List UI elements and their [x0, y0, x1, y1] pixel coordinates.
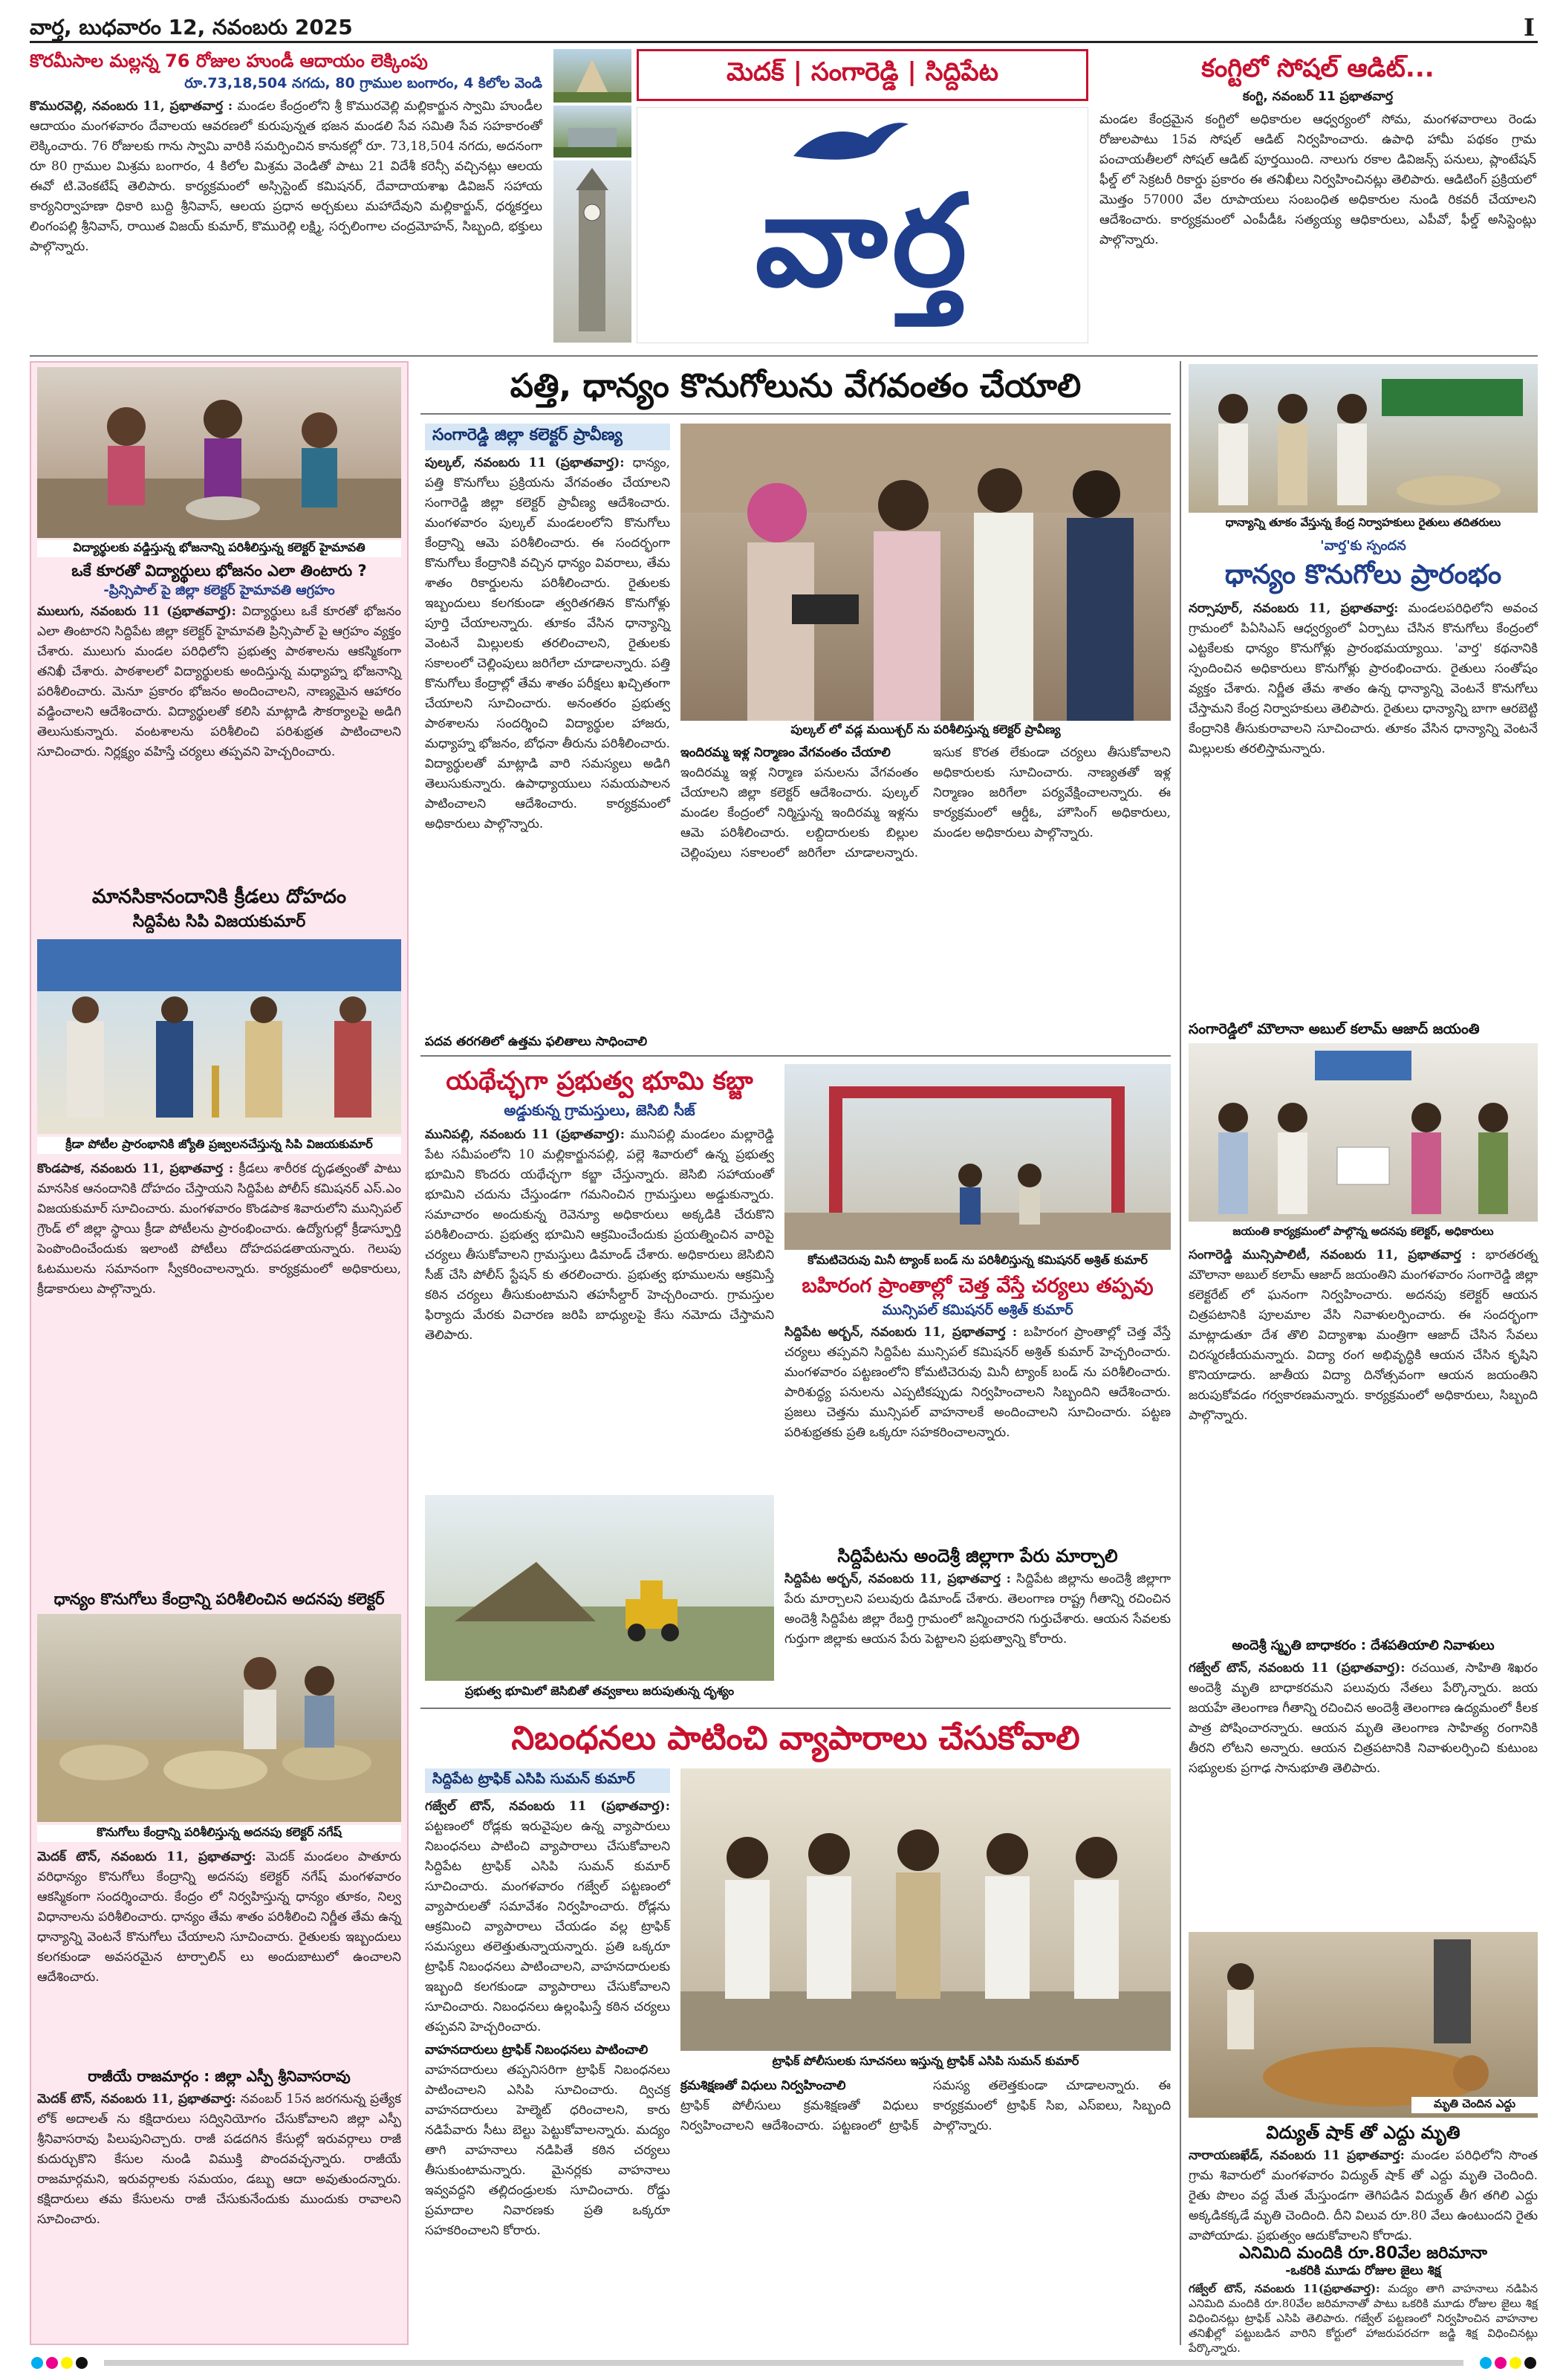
lunch-dateline: ములుగు, నవంబరు 11 (ప్రభాతవార్త): — [37, 604, 236, 619]
sports-body — [37, 1159, 401, 1575]
social-audit-headline: కంగ్టిలో సోషల్ ఆడిట్... — [1201, 53, 1434, 83]
dead-ox-photo — [1189, 1932, 1538, 2118]
ox-death-dateline: నారాయణఖేడ్, నవంబరు 11 ప్రభాతవార్త: — [1189, 2148, 1405, 2163]
traffic-police-graphic — [680, 1768, 1171, 2051]
traffic-police-photo — [680, 1768, 1171, 2051]
lok-adalat-text: నవంబర్ 15న జరగనున్న ప్రత్యేక లోక్ అదాలత్ ను కక్షిదారులు సద్వినియోగం చేసుకోవాలని జిల్లా ఎస్పీ శ్రీనివాసరావు పిలుపునిచ్చారు. రాజీ పడదగిన కేసుల్లో ఇరువర్గాలు రాజీ కుదుర్చుకొని కేసుల నుండి విముక్తి పొందవచ్చన్నారు. రాజీయే రాజమార్గమని, ఇరువర్గాలకు సమయం, డబ్బు ఆదా అవుతుందన్నారు. కక్షిదారులు తమ కేసులను రాజీ చేసుకునేందుకు ముందుకు రావాలని సూచించారు. — [37, 2092, 402, 2227]
land-grab-text: మునిపల్లి మండలం మల్లారెడ్డి పేట సమీపంలోని 10 మల్లికార్జునపల్లి, పల్లె శివారులో ఉన్న ప్రభుత్వ భూమిని కొందరు యథేచ్ఛగా కబ్జా చేస్తున్నారు. జెసిబి సహాయంతో భూమిని చదును చేస్తుండగా గమనించిన గ్రామస్తులు అడ్డుకున్నారు. సమాచారం అందుకున్న రెవెన్యూ అధికారులు అక్కడికి చేరుకొని పరిశీలించారు. ప్రభుత్వ భూమిని ఆక్రమించేందుకు ప్రయత్నించిన వారిపై చర్యలు తీసుకోవాలని గ్రామస్తులు డిమాండ్ చేశారు. అధికారులు జెసిబిని సీజ్ చేసి పోలీస్ స్టేషన్ కు తరలించారు. ప్రభుత్వ భూములను ఆక్రమిస్తే కఠిన చర్యలు తీసుకుంటామని తహసీల్దార్ హెచ్చరించారు. గ్రామస్తుల ఫిర్యాదు మేరకు విచారణ జరిపి బాధ్యులపై కేసు నమోదు చేస్తామని తెలిపారు. — [425, 1127, 774, 1343]
fine-body — [1189, 2281, 1538, 2355]
lunch-headline: ఒకే కూరతో విద్యార్థులు భోజనం ఎలా తింటారు ? — [71, 562, 367, 580]
tank-bund-graphic — [784, 1064, 1171, 1250]
social-audit-body: మండల కేంద్రమైన కంగ్టిలో అధికారుల ఆధ్వర్యంలో సోమ, మంగళవారాలు రెండు రోజులపాటు 15వ సోషల్ ఆడిట్ నిర్వహించారు. ఉపాధి హామీ పథకం గ్రామ పంచాయతీలలో సోషల్ ఆడిట్ పూర్తయింది. నాలుగు రకాల డివిజన్స్ పనులు, ప్లాంటేషన్ ఫీల్డ్ లో సెక్రటరీ రికార్డు ప్రకారం ఈ తనిఖీలు నిర్వహించినట్లు తెలిపారు. ఆడిటింగ్ ప్రక్రియలో మొత్తం 57000 వేల రూపాయలు సంబంధిత అధికారుల నుండి రికవరీ చేయాలని ఆదేశించారు. కార్యక్రమంలో ఎంపీడీఓ సత్యయ్య ఆధికారులు, ఎపీవో, ఫీల్డ్ అసిస్టెంట్లు పాల్గొన్నారు. — [1099, 112, 1536, 247]
traffic-subhead-2: క్రమశిక్షణతో విధులు నిర్వహించాలి — [680, 2078, 846, 2093]
andesri-district-dateline: సిద్దిపేట అర్బన్, నవంబరు 11, ప్రభాతవార్త : — [784, 1572, 1011, 1586]
garbage-dateline: సిద్దిపేట అర్బన్, నవంబరు 11, ప్రభాతవార్త : — [784, 1325, 1018, 1340]
azad-jayanti-graphic — [1189, 1043, 1538, 1222]
ox-death-headline: విద్యుత్ షాక్ తో ఎద్దు మృతి — [1266, 2122, 1460, 2143]
sports-dateline: కొండపాక, నవంబరు 11, ప్రభాతవార్త : — [37, 1161, 234, 1176]
garbage-subhead: మున్సిపల్ కమిషనర్ అశ్రిత్ కుమార్ — [882, 1302, 1073, 1318]
lunch-subhead: -ప్రిన్సిపాల్ పై జిల్లా కలెక్టర్ హైమావతి ఆగ్రహం — [103, 583, 335, 598]
center-top-divider — [420, 1055, 1171, 1057]
paddy-centre-caption: కొనుగోలు కేంద్రాన్ని పరిశీలిస్తున్న అదనపు కలెక్టర్ నగేష్ — [37, 1825, 401, 1842]
tank-bund-caption: కోమటిచెరువు మినీ ట్యాంక్ బండ్ ను పరిశీలిస్తున్న కమిషనర్ అశ్రిత్ కుమార్ — [784, 1253, 1171, 1270]
lunch-body — [37, 602, 401, 869]
clock-tower-graphic — [553, 160, 631, 343]
jcb-photo — [425, 1495, 774, 1681]
sports-caption: క్రీడా పోటీల ప్రారంభానికి జ్యోతి ప్రజ్వలనచేస్తున్న సిపి విజయకుమార్ — [37, 1137, 401, 1154]
traffic-body — [425, 1797, 670, 2339]
procurement-text: ధాన్యం, పత్తి కొనుగోలు ప్రక్రియను వేగవంతం చేయాలని సంగారెడ్డి జిల్లా కలెక్టర్ ప్రావీణ్య ఆదేశించారు. మంగళవారం పుల్కల్ మండలంలోని కొనుగోలు కేంద్రాన్ని ఆమె పరిశీలించారు. ఈ సందర్భంగా కొనుగోలు కేంద్రానికి వచ్చిన ధాన్యం వివరాలు, తేమ శాతం రికార్డులను పరిశీలించారు. రైతులకు ఇబ్బందులు కలగకుండా త్వరితగతిన కొనుగోళ్లు పూర్తి చేయాలన్నారు. తూకం వేసిన ధాన్యాన్ని వెంటనే మిల్లులకు తరలించాలని, రైతులకు సకాలంలో చెల్లింపులు జరిగేలా చూడాలన్నారు. పత్తి కొనుగోలు కేంద్రాల్లో తేమ శాతం పరీక్షలు ఖచ్చితంగా చేయాలని సూచించారు. అనంతరం ప్రభుత్వ పాఠశాలను సందర్శించి విద్యార్థుల హాజరు, మధ్యాహ్న భోజనం, బోధనా తీరును పరిశీలించారు. విద్యార్థులతో మాట్లాడి వారి సమస్యలు అడిగి తెలుసుకున్నారు. ఉపాధ్యాయులు సమయపాలన పాటించాలని ఆదేశించారు. కార్యక్రమంలో అధికారులు పాల్గొన్నారు. — [425, 455, 670, 831]
paddy-visit-headline: ధాన్యం కొనుగోలు కేంద్రాన్ని పరిశీలించిన అదనపు కలెక్టర్ — [53, 1590, 385, 1608]
sports-lamp-photo — [37, 939, 401, 1134]
traffic-text-2: వాహనదారులు తప్పనిసరిగా ట్రాఫిక్ నిబంధనలు పాటించాలని ఎసిపి సూచించారు. ద్విచక్ర వాహనదారులు హెల్మెట్ ధరించాలని, కారు నడిపేవారు సీటు బెల్టు పెట్టుకోవాలన్నారు. మద్యం తాగి వాహనాలు నడిపితే కఠిన చర్యలు తీసుకుంటామన్నారు. మైనర్లకు వాహనాలు ఇవ్వవద్దని తల్లిదండ్రులకు సూచించారు. రోడ్డు ప్రమాదాల నివారణకు ప్రతి ఒక్కరూ సహకరించాలని కోరారు. — [425, 2063, 670, 2238]
clock-tower-photo — [553, 160, 631, 343]
lunch-text: విద్యార్థులు ఒకే కూరతో భోజనం ఎలా తింటారని సిద్దిపేట జిల్లా కలెక్టర్ హైమావతి ప్రిన్సిపాల్ పై ఆగ్రహం వ్యక్తం చేశారు. ములుగు మండల పరిధిలోని ప్రభుత్వ పాఠశాలను ఆకస్మికంగా తనిఖీ చేశారు. పాఠశాలలో విద్యార్థులకు అందిస్తున్న మధ్యాహ్న భోజనాన్ని పరిశీలించారు. మెనూ ప్రకారం భోజనం అందించాలని, నాణ్యమైన ఆహారం వడ్డించాలని ఆదేశించారు. విద్యార్థులతో కలిసి మాట్లాడి సౌకర్యాలపై అడిగి తెలుసుకున్నారు. వంటశాలను పరిశీలించి పరిశుభ్రత పాటించాలని సూచించారు. నిర్లక్ష్యం వహిస్తే చర్యలు తప్పవని హెచ్చరించారు. — [37, 604, 401, 759]
azad-jayanti-text: భారతరత్న మౌలానా అబుల్ కలామ్ ఆజాద్ జయంతిని మంగళవారం సంగారెడ్డి జిల్లా కలెక్టరేట్ లో ఘనంగా నిర్వహించారు. అదనపు కలెక్టర్ ఆయన చిత్రపటానికి పూలమాల వేసి నివాళులర్పించారు. ఈ సందర్భంగా మాట్లాడుతూ దేశ తొలి విద్యాశాఖ మంత్రిగా ఆజాద్ చేసిన సేవలు చిరస్మరణీయమన్నారు. విద్యా రంగ అభివృద్ధికి ఆయన చేసిన కృషిని కొనియాడారు. జాతీయ విద్యా దినోత్సవంగా ఆయన జయంతిని జరుపుకోవడం గర్వకారణమన్నారు. కార్యక్రమంలో అధికారులు, సిబ్బంది పాల్గొన్నారు. — [1189, 1248, 1538, 1423]
procurement-body — [425, 453, 670, 1033]
collector-inspection-photo — [680, 424, 1171, 721]
traffic-byline: సిద్దిపేట ట్రాఫిక్ ఎసిపి సుమన్ కుమార్ — [425, 1768, 670, 1793]
lok-adalat-body — [37, 2089, 401, 2339]
paddy-centre-photo — [37, 1614, 401, 1822]
garbage-text: బహిరంగ ప్రాంతాల్లో చెత్త వేస్తే చర్యలు తప్పవని సిద్దిపేట మున్సిపల్ కమిషనర్ అశ్రిత్ కుమార్ హెచ్చరించారు. మంగళవారం పట్టణంలోని కోమటిచెరువు మినీ ట్యాంక్ బండ్ ను పరిశీలించారు. పారిశుద్ధ్య పనులను ఎప్పటికప్పుడు నిర్వహించాలని సిబ్బందిని ఆదేశించారు. ప్రజలు చెత్తను మున్సిపల్ వాహనాలకే అందించాలని సూచించారు. పట్టణ పరిశుభ్రతకు ప్రతి ఒక్కరూ సహకరించాలన్నారు. — [784, 1325, 1171, 1440]
garbage-headline: బహిరంగ ప్రాంతాల్లో చెత్త వేస్తే చర్యలు తప్పవు — [802, 1274, 1154, 1297]
edition-band-text: మెదక్ | సంగారెడ్డి | సిద్దిపేట — [727, 57, 998, 87]
azad-jayanti-body — [1189, 1245, 1538, 1632]
page-header — [30, 13, 1538, 43]
procurement-subhead-a: పదవ తరగతిలో ఉత్తమ ఫలితాలు సాధించాలి — [425, 1034, 648, 1049]
paddy-centre-text: మెదక్ మండలం పాతూరు వరిధాన్యం కొనుగోలు కేంద్రాన్ని అదనపు కలెక్టర్ నగేష్ మంగళవారం ఆకస్మికంగా సందర్శించారు. కేంద్రం లో నిర్వహిస్తున్న ధాన్యం తూకం, నిల్వ విధానాలను పరిశీలించారు. ధాన్యం తేమ శాతం పరిశీలించి నిర్ణీత తేమ ఉన్న ధాన్యాన్ని వెంటనే కొనుగోలు చేయాలని సూచించారు. రైతులకు ఇబ్బందులు కలగకుండా అవసరమైన టార్పాలిన్ లు అందుబాటులో ఉంచాలని ఆదేశించారు. — [37, 1849, 402, 1985]
right-column-divider — [1180, 361, 1181, 2345]
sports-subhead: సిద్దిపేట సిపి విజయకుమార్ — [132, 912, 306, 931]
paddy-centre-graphic — [37, 1614, 401, 1822]
azad-jayanti-photo — [1189, 1043, 1538, 1222]
paddy-weighing-caption: ధాన్యాన్ని తూకం వేస్తున్న కేంద్ర నిర్వాహకులు రైతులు తదితరులు — [1189, 516, 1538, 532]
paddy-weighing-graphic — [1189, 364, 1538, 513]
footer-registration-bar — [30, 2354, 1538, 2372]
jcb-graphic — [425, 1495, 774, 1681]
temple-photo-2-graphic — [553, 106, 631, 158]
page-number: I — [1524, 13, 1535, 42]
dead-ox-caption: మృతి చెందిన ఎద్దు — [1411, 2097, 1538, 2113]
response-tag: 'వార్త'కు స్పందన — [1320, 538, 1406, 554]
traffic-text-3: ట్రాఫిక్ పోలీసులు క్రమశిక్షణతో విధులు నిర్వహించాలని ఆదేశించారు. పట్టణంలో ట్రాఫిక్ సమస్య తలెత్తకుండా చూడాలన్నారు. ఈ కార్యక్రమంలో ట్రాఫిక్ సిఐ, ఎస్ఐలు, సిబ్బంది పాల్గొన్నారు. — [680, 2078, 1171, 2133]
andesri-tribute-body — [1189, 1658, 1538, 1926]
temple-photo-1 — [553, 49, 631, 103]
jcb-caption: ప్రభుత్వ భూమిలో జెసిబితో తవ్వకాలు జరుపుతున్న దృశ్యం — [425, 1684, 774, 1701]
procurement-headline-rule — [420, 413, 1171, 415]
land-grab-headline: యథేచ్ఛగా ప్రభుత్వ భూమి కబ్జా — [446, 1066, 753, 1096]
ox-death-body — [1189, 2146, 1538, 2243]
sports-lamp-graphic — [37, 939, 401, 1134]
procurement-start-dateline: నర్సాపూర్, నవంబరు 11, ప్రభాతవార్త: — [1189, 601, 1399, 616]
collector-inspection-graphic — [680, 424, 1171, 721]
procurement-byline: సంగారెడ్డి జిల్లా కలెక్టర్ ప్రావీణ్య — [425, 424, 670, 450]
fine-subhead: -ఒకరికి మూడు రోజుల జైలు శిక్ష — [1285, 2263, 1441, 2278]
collector-inspection-caption: పుల్కల్ లో వడ్ల మయిశ్చర్ ను పరిశీలిస్తున్న కలెక్టర్ ప్రావీణ్య — [680, 722, 1171, 739]
land-grab-subhead: అడ్డుకున్న గ్రామస్తులు, జెసిబి సీజ్ — [504, 1101, 695, 1119]
sports-headline: మానసికానందానికి క్రీడలు దోహదం — [91, 886, 347, 908]
social-audit-story — [1099, 52, 1536, 349]
procurement-start-body — [1189, 599, 1538, 1015]
traffic-police-caption: ట్రాఫిక్ పోలీసులకు సూచనలు ఇస్తున్న ట్రాఫిక్ ఎసిపి సుమన్ కుమార్ — [680, 2054, 1171, 2071]
hundi-body — [30, 97, 542, 342]
procurement-start-headline: ధాన్యం కొనుగోలు ప్రారంభం — [1224, 560, 1502, 590]
paddy-centre-body — [37, 1847, 401, 2063]
edition-band — [637, 49, 1088, 101]
procurement-headline: పత్తి, ధాన్యం కొనుగోలును వేగవంతం చేయాలి — [510, 367, 1082, 405]
azad-jayanti-caption: జయంతి కార్యక్రమంలో పాల్గొన్న అదనపు కలెక్టర్, అధికారులు — [1189, 1225, 1538, 1241]
hundi-headline: కొరమీసాల మల్లన్న 76 రోజుల హుండీ ఆదాయం లెక్కింపు — [30, 51, 428, 71]
procurement-start-text: మండలపరిధిలోని అవంచ గ్రామంలో పిఏసిఎస్ ఆధ్వర్యంలో ఏర్పాటు చేసిన కొనుగోలు కేంద్రంలో ఎట్టకేలకు ధాన్యం కొనుగోళ్లు ప్రారంభమయ్యాయి. 'వార్త' కథనానికి స్పందించిన అధికారులు కొనుగోళ్లు ప్రారంభించారు. రైతులు సంతోషం వ్యక్తం చేశారు. నిర్ణీత తేమ శాతం ఉన్న ధాన్యాన్ని వెంటనే కొనుగోలు చేస్తామని కేంద్ర నిర్వాహకులు తెలిపారు. రైతులు ధాన్యాన్ని బాగా ఆరబెట్టి కేంద్రానికి తీసుకురావాలని సూచించారు. తూకం వేసిన ధాన్యాన్ని వెంటనే మిల్లులకు తరలిస్తామన్నారు. — [1189, 601, 1538, 756]
traffic-subhead: వాహనదారులు ట్రాఫిక్ నిబంధనలు పాటించాలి — [425, 2043, 649, 2058]
hundi-text: మండల కేంద్రంలోని శ్రీ కొమురవెల్లి మల్లికార్జున స్వామి హుండీల ఆదాయం మంగళవారం దేవాలయ ఆవరణలో కురుపున్నత భజన మండలి సేవ సమితి సేవ సహకారంతో లెక్కించారు. 76 రోజులకు గాను స్వామి వారికి సమర్పించిన కానుకల్లో రూ. 73,18,504 నగదు, అదనంగా రూ 80 గ్రాముల మిశ్రమ బంగారం, 4 కిలోల మిశ్రమ వెండితో పాటు 21 విదేశీ కరెన్సీ వచ్చినట్లు ఆలయ ఈవో టి.వెంకటేష్ తెలిపారు. కార్యక్రమంలో అస్సిస్టెంట్ కమిషనర్, దేవాదాయశాఖ డివిజన్ సహాయ కార్యనిర్వాహణా ధికారి బుద్ది శ్రీనివాస్, ఆలయ ప్రధాన అర్చకులు మహాదేవుని మల్లికార్జున్, ధర్మకర్తలు లింగంపల్లి శ్రీనివాస్, రాయిత విజయ్ కుమార్, కొమురెల్లి లక్ష్మి, సర్పలింగాల చంద్రమోహన్, సిబ్బంది, భక్తులు పాల్గొన్నారు. — [30, 99, 542, 254]
sports-text: క్రీడలు శారీరక దృఢత్వంతో పాటు మానసిక ఆనందానికి దోహదం చేస్తాయని సిద్దిపేట పోలీస్ కమిషనర్ ఎస్.ఎం విజయకుమార్ సూచించారు. మంగళవారం కొండపాక శివారులోని మున్సిపల్ గ్రౌండ్ లో జిల్లా స్థాయి క్రీడా పోటీలను ప్రారంభించారు. ఉద్యోగుల్లో క్రీడాస్ఫూర్తి పెంపొందించేందుకు ఇలాంటి పోటీలు దోహదపడతాయన్నారు. గెలుపు ఓటములను సమానంగా స్వీకరించాలన్నారు. కార్యక్రమంలో అధికారులు, క్రీడాకారులు పాల్గొన్నారు. — [37, 1161, 401, 1297]
azad-jayanti-dateline: సంగారెడ్డి మున్సిపాలిటీ, నవంబరు 11, ప్రభాతవార్త : — [1189, 1248, 1476, 1262]
procurement-subhead-b: ఇందిరమ్మ ఇళ్ల నిర్మాణం వేగవంతం చేయాలి — [680, 745, 891, 760]
masthead-logo-block — [553, 49, 1088, 346]
lok-adalat-dateline: మెదక్ టౌన్, నవంబరు 11, ప్రభాతవార్త: — [37, 2092, 236, 2107]
fine-dateline: గజ్వేల్ టౌన్, నవంబరు 11(ప్రభాతవార్త): — [1189, 2282, 1380, 2295]
logo-area — [637, 107, 1088, 343]
andesri-district-text: సిద్దిపేట జిల్లాను అందెశ్రీ జిల్లాగా పేరు మార్చాలని పలువురు డిమాండ్ చేశారు. తెలంగాణ రాష్ట్ర గీతాన్ని రచించిన అందెశ్రీ సిద్దిపేట జిల్లా రేబర్తి గ్రామంలో జన్మించారని గుర్తుచేశారు. ఆయన సేవలకు గుర్తుగా జిల్లాకు ఆయన పేరు పెట్టాలని ప్రభుత్వాన్ని కోరారు. — [784, 1572, 1172, 1647]
paddy-weighing-photo — [1189, 364, 1538, 513]
school-lunch-graphic — [37, 367, 401, 538]
procurement-text-b: ఇందిరమ్మ ఇళ్ల నిర్మాణ పనులను వేగవంతం చేయాలని జిల్లా కలెక్టర్ ఆదేశించారు. పుల్కల్ మండల కేంద్రంలో నిర్మిస్తున్న ఇందిరమ్మ ఇళ్లను ఆమె పరిశీలించారు. లబ్దిదారులకు బిల్లుల చెల్లింపులు సకాలంలో జరిగేలా చూడాలన్నారు. ఇసుక కొరత లేకుండా చర్యలు తీసుకోవాలని అధికారులకు సూచించారు. నాణ్యతతో ఇళ్ల నిర్మాణం జరిగేలా పర్యవేక్షించాలన్నారు. ఈ కార్యక్రమంలో ఆర్డీఓ, హౌసింగ్ అధికారులు, మండల అధికారులు పాల్గొన్నారు. — [680, 745, 1171, 860]
header-dateline: వార్త, బుధవారం 12, నవంబరు 2025 — [30, 15, 353, 39]
social-audit-dateline: కంగ్టి, నవంబర్ 11 ప్రభాతవార్త — [1242, 89, 1394, 104]
land-grab-body — [425, 1125, 774, 1489]
masthead-divider — [30, 355, 1538, 357]
land-grab-dateline: మునిపల్లి, నవంబరు 11 (ప్రభాతవార్త): — [425, 1127, 625, 1142]
hundi-dateline: కొమురవెల్లి, నవంబరు 11, ప్రభాతవార్త : — [30, 99, 233, 114]
traffic-headline: నిబంధనలు పాటించి వ్యాపారాలు చేసుకోవాలి — [511, 1719, 1080, 1757]
dead-ox-graphic — [1189, 1932, 1538, 2118]
traffic-body-3 — [680, 2076, 1171, 2339]
center-mid-divider — [420, 1708, 1171, 1709]
school-lunch-caption: విద్యార్థులకు వడ్డిస్తున్న భోజనాన్ని పరిశీలిస్తున్న కలెక్టర్ హైమావతి — [37, 540, 401, 557]
tank-bund-photo — [784, 1064, 1171, 1250]
garbage-body — [784, 1323, 1171, 1538]
traffic-dateline: గజ్వేల్ టౌన్, నవంబరు 11 (ప్రభాతవార్త): — [425, 1799, 670, 1814]
temple-photo-2 — [553, 106, 631, 158]
andesri-tribute-text: రచయిత, సాహితి శిఖరం అందెశ్రీ మృతి బాధాకరమని పలువురు నేతలు పేర్కొన్నారు. జయ జయహే తెలంగాణ గీతాన్ని రచించిన అందెశ్రీ తెలంగాణ ఉద్యమంలో కీలక పాత్ర పోషించారన్నారు. ఆయన మృతి తెలంగాణ సాహిత్య రంగానికి తీరని లోటని అన్నారు. ఆయన చిత్రపటానికి నివాళులర్పించి కుటుంబ సభ్యులకు ప్రగాఢ సానుభూతి తెలిపారు. — [1189, 1661, 1538, 1776]
school-lunch-photo — [37, 367, 401, 538]
andesri-tribute-headline: అందెశ్రీ స్మృతి బాధాకరం : దేశపతియాలి నివాళులు — [1232, 1638, 1495, 1653]
andesri-tribute-dateline: గజ్వేల్ టౌన్, నవంబరు 11 (ప్రభాతవార్త): — [1189, 1661, 1406, 1676]
traffic-text: పట్టణంలో రోడ్లకు ఇరువైపుల ఉన్న వ్యాపారులు నిబంధనలు పాటించి వ్యాపారాలు చేసుకోవాలని సిద్దిపేట ట్రాఫిక్ ఎసిపి సుమన్ కుమార్ సూచించారు. మంగళవారం గజ్వేల్ పట్టణంలో వ్యాపారులతో సమావేశం నిర్వహించారు. రోడ్లను ఆక్రమించి వ్యాపారాలు చేయడం వల్ల ట్రాఫిక్ సమస్యలు తలెత్తుతున్నాయన్నారు. ప్రతి ఒక్కరూ ట్రాఫిక్ నిబంధనలు పాటించాలని, వాహనదారులకు ఇబ్బంది కలగకుండా వ్యాపారాలు చేసుకోవాలని సూచించారు. నిబంధనలు ఉల్లంఘిస్తే కఠిన చర్యలు తప్పవని హెచ్చరించారు. — [425, 1819, 670, 2034]
logo-wordmark: వార్త — [755, 168, 972, 315]
andesri-district-body — [784, 1569, 1171, 1702]
fine-text: మద్యం తాగి వాహనాలు నడిపిన ఎనిమిది మందికి రూ.80వేల జరిమానాతో పాటు ఒకరికి మూడు రోజుల జైలు శిక్ష విధించినట్లు ట్రాఫిక్ ఎసిపి తెలిపారు. గజ్వేల్ పట్టణంలో నిర్వహించిన వాహనాల తనిఖీల్లో పట్టుబడిన వారిని కోర్టులో హాజరుపరచగా జడ్జి శిక్ష విధించినట్లు పేర్కొన్నారు. — [1189, 2282, 1538, 2355]
registration-marks-icon — [30, 2354, 1538, 2372]
fine-headline: ఎనిమిది మందికి రూ.80వేల జరిమానా — [1239, 2244, 1487, 2263]
andesri-district-headline: సిద్దిపేటను అందెశ్రీ జిల్లాగా పేరు మార్చాలి — [837, 1546, 1118, 1566]
paddy-centre-dateline: మెదక్ టౌన్, నవంబరు 11, ప్రభాతవార్త: — [37, 1849, 256, 1864]
temple-photo-1-graphic — [553, 49, 631, 103]
procurement-dateline: పుల్కల్, నవంబరు 11 (ప్రభాతవార్త): — [425, 455, 625, 470]
azad-jayanti-headline: సంగారెడ్డిలో మౌలానా అబుల్ కలామ్ ఆజాద్ జయంతి — [1189, 1021, 1480, 1037]
hundi-story — [30, 49, 542, 350]
lok-adalat-headline: రాజీయే రాజమార్గం : జిల్లా ఎస్పీ శ్రీనివాసరావు — [88, 2067, 351, 2085]
hundi-subhead: రూ.73,18,504 నగదు, 80 గ్రాముల బంగారం, 4 కిలోల వెండి — [184, 75, 542, 91]
procurement-body-b — [680, 743, 1171, 1033]
ox-death-text: మండల పరిధిలోని సొంత గ్రామ శివారులో మంగళవారం విద్యుత్ షాక్ తో ఎద్దు మృతి చెందింది. రైతు పొలం వద్ద మేత మేస్తుండగా తెగిపడిన విద్యుత్ తీగ తగిలి ఎద్దు అక్కడికక్కడే మృతి చెందింది. దీని విలువ రూ.80 వేలు ఉంటుందని రైతు వాపోయాడు. ప్రభుత్వం ఆదుకోవాలని కోరాడు. — [1189, 2148, 1538, 2243]
